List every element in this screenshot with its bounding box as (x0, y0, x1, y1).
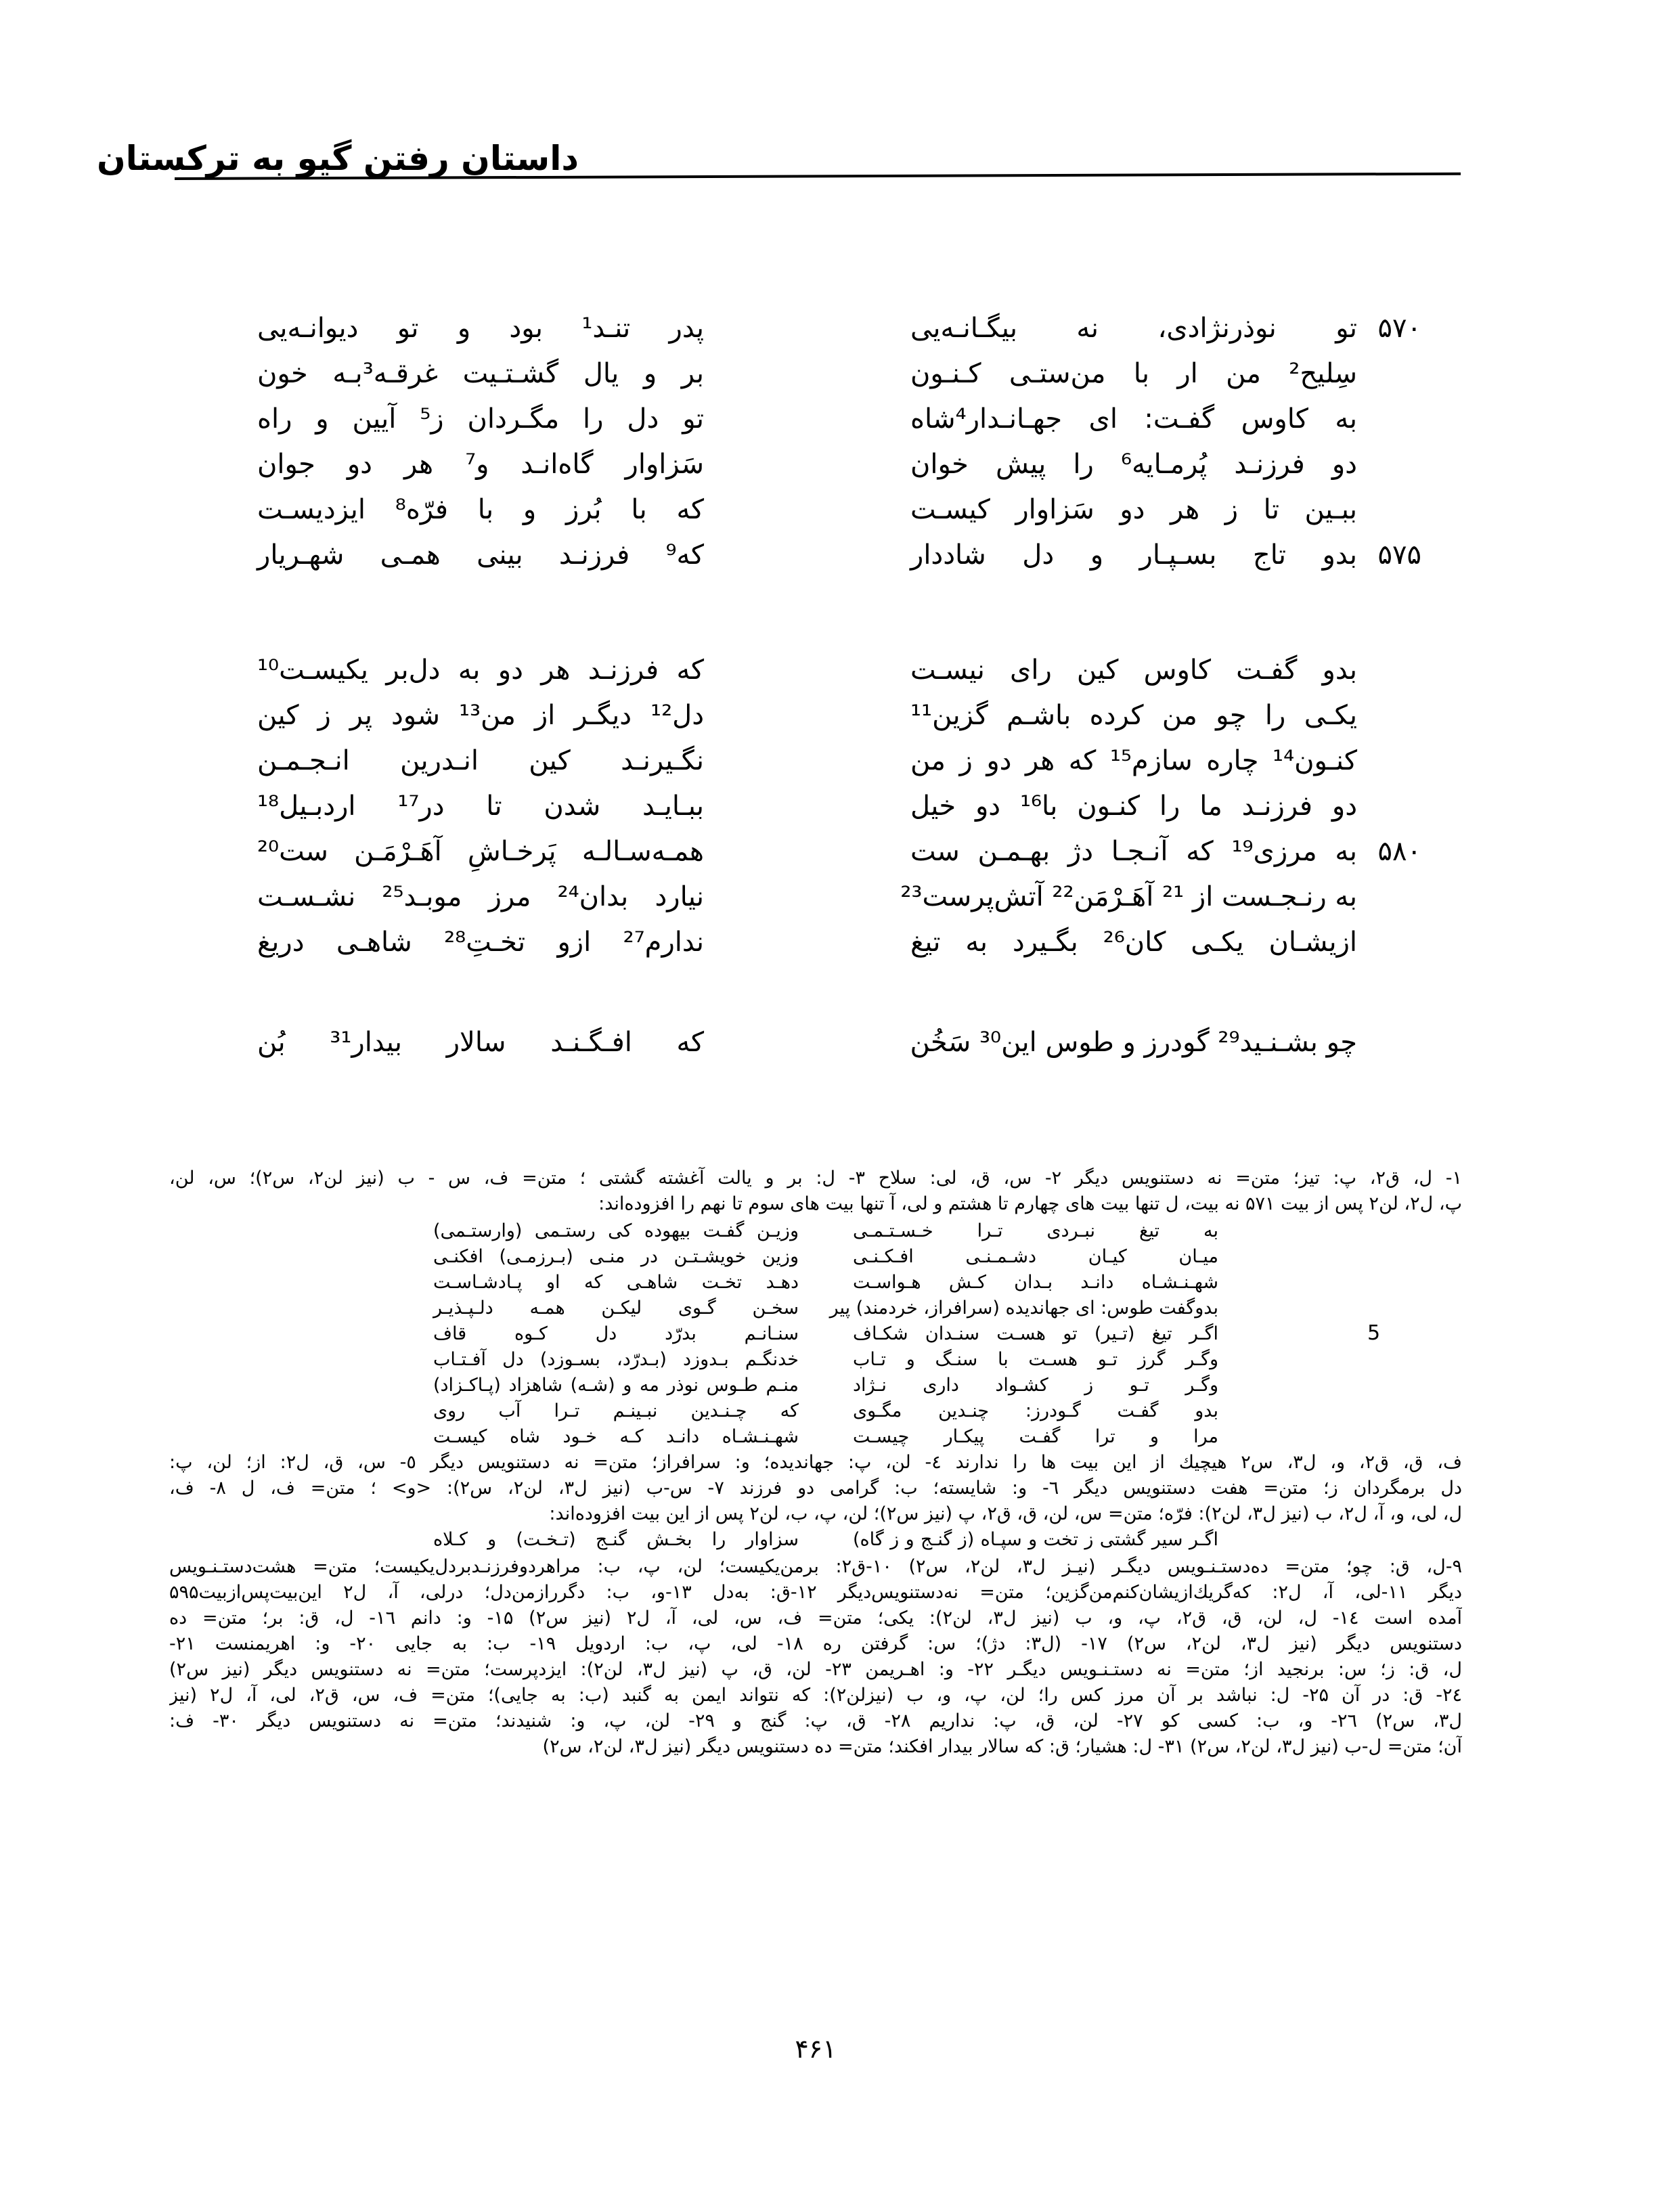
footnote-line: پ، ل٢، لن٢ پس از بیت ۵۷۱ نه بیت، ل تنها بیت های چهارم تا هشتم و لی، آ تنها بیت های سوم تا نهم را افزوده‌اند: (598, 1193, 1462, 1214)
verse-line (257, 695, 1421, 736)
first-hemistich: شهـنـشـاه دانـد بـدان کـش هـواسـت (853, 1272, 1218, 1293)
second-hemistich: که افـگـنـد سالار بیدار³¹ بُن (257, 1027, 705, 1058)
footnote-verse (433, 1244, 1354, 1269)
first-hemistich: به کاوس گفـت: ای جهـانـدار⁴شاه (910, 403, 1357, 435)
second-hemistich: خدنگـم بـدوزد (بـدرّد، بسـوزد) دل آفـتـاب (433, 1349, 799, 1370)
verse-number: ۵۷۵ (1377, 539, 1421, 571)
verse-line (257, 399, 1421, 439)
second-hemistich: نیارد بدان²⁴ مرز موبـد²⁵ نشـسـت (257, 881, 704, 912)
first-hemistich: میـان کیـان دشـمـنـی افـکـنـی (853, 1246, 1218, 1267)
first-hemistich: سِلیح² من ار با من‌ستـی کـنـون (910, 358, 1357, 389)
verse-line (257, 308, 1421, 349)
footnote-verse (433, 1527, 1354, 1552)
first-hemistich: یکـی را چو من کرده باشـم گزین¹¹ (910, 700, 1357, 731)
first-hemistich: بدو گفـت گـودرز: چنـدین مگـوی (853, 1400, 1218, 1421)
second-hemistich: که فرزنـد هر دو به دل‌بر یکیسـت¹⁰ (257, 655, 704, 686)
first-hemistich: به مرزی¹⁹ که آنـجـا دژ بهـمـن ست (910, 836, 1357, 867)
first-hemistich: بدوگفت طوس: ای جهاندیده (سرافراز، خردمند) پیر (829, 1298, 1218, 1319)
second-hemistich: بر و یال گشـتـیت غرقـه³بـه خون (257, 358, 704, 389)
first-hemistich: چو بشـنـید²⁹ گودرز و طوس این³⁰ سَخُن (910, 1027, 1357, 1058)
second-hemistich: وزیـن گفـت بیهوده کی رستـمی (وارستـمی) (433, 1220, 799, 1241)
footnote-verse (433, 1218, 1354, 1243)
footnote-verse (433, 1424, 1354, 1449)
first-hemistich: به رنـجـست از ²¹ آهَـرْمَن²² آتش‌پرست²³ (900, 881, 1357, 912)
verse-line (257, 922, 1421, 963)
footnote-line: ۹-ل، ق: چو؛ متن= ده‌دستـنـویس دیگـر (نیـز ل٣، لن٢، س٢) ۱۰-ق٢: برمن‌یکیست؛ لن، پ، ب: مراهردوفرزنـدبردل‌یکیست؛ متن= هشت‌دستـنـویس (169, 1556, 1462, 1577)
first-hemistich: وگـر گرز تـو هسـت با سنـگ و تـاب (853, 1349, 1218, 1370)
footnote-line: آمده است ۱٤- ل، لن، ق، ق٢، پ، و، ب (نیز ل٣، لن٢): یکی؛ متن= ف، س، لی، آ، ل٢ (نیز س٢) ۱۵- و: دانم ۱٦- ل، ق: بر؛ متن= ده (169, 1608, 1462, 1629)
first-hemistich: وگـر تـو ز کشـواد داری نـژاد (853, 1375, 1218, 1396)
footnote-line: دل برمگردان ز؛ متن= هفت دستنویس دیگر ٦- و: شایسته؛ ب: گرامی دو فرزند ٧- س-ب (نیز ل٣، لن٢، س٢): <و> ؛ متن= ف، ل ٨- ف، (169, 1478, 1462, 1499)
running-head-title: داستان رفتن گیو به ترکستان (96, 139, 579, 178)
footnote-verse (433, 1270, 1354, 1295)
verse-line (257, 831, 1421, 872)
first-hemistich: اگـر تیغ (تـیر) تو هسـت سنـدان شکـاف (853, 1323, 1218, 1344)
footnote-line: ل، لی، و، آ، ل٢، ب (نیز ل٣، لن٢): فرّه؛ متن= س، لن، ق، ق٢، پ (نیز س٢)؛ لن، پ، ب، لن٢ پس از این بیت افزوده‌اند: (549, 1503, 1462, 1524)
footnote-line: آن؛ متن= ل-ب (نیز ل٣، لن٢، س٢) ۳۱- ل: هشیار؛ ق: که سالار بیدار افکند؛ متن= ده دستنویس دیگر (نیز ل٣، لن٢، س٢) (542, 1736, 1462, 1757)
footnote-verse (433, 1321, 1354, 1346)
verse-line (257, 877, 1421, 917)
second-hemistich: که با بُرز و با فرّه⁸ ایزدیسـت (257, 494, 705, 525)
footnote-verse (433, 1347, 1354, 1372)
second-hemistich: سزاوار را بخـش گنـج (تـخـت) و کـلاه (433, 1529, 799, 1550)
first-hemistich: ازیشـان یکـی کان²⁶ بگـیرد به تیغ (910, 927, 1358, 958)
verse-line (257, 444, 1421, 485)
second-hemistich: ببـایـد شدن تا در¹⁷ اردبـیل¹⁸ (257, 791, 705, 822)
first-hemistich: تو نوذرنژادی، نه بیگـانـه‌یی (910, 313, 1357, 344)
footnote-line: ل، ق: ز؛ س: برنجید از؛ متن= نه دستـنـویس دیگـر ۲۲- و: اهـریمن ۲۳- لن، ق، پ (نیز ل٣، لن٢): ایزدپرست؛ متن= نه دستنویس دیگر (نیز س٢) (169, 1659, 1462, 1680)
second-hemistich: سَزاوار گاه‌انـد و⁷ هر دو جوان (257, 449, 704, 480)
second-hemistich: که⁹ فرزنـد بینی همـی شهـریار (257, 539, 704, 571)
first-hemistich: بدو تاج بسـپـار و دل شاددار (910, 539, 1357, 571)
footnote-line: دستنویس دیگر (نیز ل٣، لن٢، س٢) ۱۷- (ل٣: دژ)؛ س: گرفتن ره ۱۸- لی، پ، ب: اردویل ۱۹- ب: به جایی ۲۰- و: اهریمنست ۲۱- (169, 1633, 1462, 1654)
verse-line (257, 740, 1421, 781)
footnote-verse-number: 5 (1367, 1321, 1381, 1345)
footnote-verse (433, 1373, 1354, 1398)
first-hemistich: به تیغ نبـردی تـرا خـسـتـمـی (853, 1220, 1218, 1241)
second-hemistich: دل¹² دیگـر از من¹³ شود پر ز کین (257, 700, 704, 731)
first-hemistich: ببـین تا ز هر دو سَزاوار کیسـت (910, 494, 1357, 525)
page-number: ۴۶۱ (795, 2034, 837, 2064)
second-hemistich: منـم طـوس نوذر مه و (شـه) شاهزاد (پـاکـزاد) (433, 1375, 799, 1396)
footnote-line: ۲٤- ق: در آن ۲۵- ل: نباشد بر آن مرز کس را؛ لن، پ، و، ب (نیزلن٢): که نتواند ایمن به گنبد (ب: به جایی)؛ متن= ف، س، ق٢، لی، آ، ل٢ (نیز (169, 1685, 1462, 1706)
footnote-line: دیگر ۱۱-لی، آ، ل٢: که‌گریك‌ازیشان‌کنم‌من‌گزین؛ متن= نه‌دستنویس‌دیگر ۱۲-ق: به‌دل ۱۳-و، ب: دگرراز‌من‌دل؛ درلی، آ، ل٢ این‌بیت‌پس‌ازبیت۵۹۵ (169, 1582, 1462, 1603)
verse-number: ۵۷۰ (1377, 313, 1421, 344)
second-hemistich: همـه‌سـالـه پَرخـاشِ آهَـرْمَـن ست²⁰ (257, 836, 704, 867)
first-hemistich: اگـر سیر گشتی ز تخت و سپـاه (ز گنـج و ز گاه) (853, 1529, 1218, 1550)
footnote-line: ۱- ل، ق٢، پ: تیز؛ متن= نه دستنویس دیگر ۲- س، ق، لی: سلاح ۳- ل: بر و یالت آغشته گشتی ؛ متن= ف، س - ب (نیز لن٢، س٢)؛ س، لن، (169, 1168, 1462, 1189)
first-hemistich: مرا و ترا گفـت پیکـار چیسـت (853, 1426, 1218, 1447)
verse-line (257, 489, 1421, 530)
second-hemistich: وزین خویشـتـن در منـی (بـرزمـی) افکنـی (433, 1246, 799, 1267)
second-hemistich: پدر تنـد¹ بود و تو دیوانـه‌یی (257, 313, 704, 344)
verse-line (257, 1022, 1421, 1063)
second-hemistich: شهـنـشـاه دانـد کـه خـود شاه کیسـت (433, 1426, 799, 1447)
second-hemistich: سنـانـم بدرّد دل کـوه قاف (433, 1323, 799, 1344)
second-hemistich: تو دل را مگـردان ز⁵ آیین و راه (257, 403, 704, 435)
second-hemistich: که چـنـدین نبـینـم تـرا آب روی (433, 1400, 799, 1421)
second-hemistich: نگـیرنـد کین انـدرین انـجـمـن (257, 745, 704, 776)
second-hemistich: ندارم²⁷ ازو تخـتِ²⁸ شاهـی دریغ (257, 927, 704, 958)
footnote-line: ف، ق، ق٢، و، ل٣، س٢ هیچیك از این بیت ها را ندارند ٤- لن، پ: جهاندیده؛ و: سرافراز؛ متن= نه دستنویس دیگر ٥- س، ق، ل٢: از؛ لن، پ: (169, 1452, 1462, 1473)
first-hemistich: دو فرزنـد ما را کنـون با¹⁶ دو خیل (910, 791, 1358, 822)
verse-line (257, 353, 1421, 394)
footnote-verse (433, 1296, 1354, 1321)
first-hemistich: بدو گفـت کاوس کین رای نیسـت (910, 655, 1357, 686)
footnote-verse (433, 1398, 1354, 1423)
verse-line (257, 535, 1421, 575)
first-hemistich: کنـون¹⁴ چاره سازم¹⁵ که هر دو ز من (910, 745, 1357, 776)
verse-line (257, 650, 1421, 690)
second-hemistich: سخـن گـوی لیکـن همـه دلـپـذیـر (433, 1298, 799, 1319)
first-hemistich: دو فرزنـد پُرمـایه⁶ را پیش خوان (910, 449, 1357, 480)
verse-number: ۵۸۰ (1377, 836, 1421, 867)
footnote-line: ل٣، س٢) ۲٦- و، ب: کسی کو ۲۷- لن، ق، پ: نداریم ۲۸- ق، پ: گنج و ۲۹- لن، پ، و: شنیدند؛ متن= نه دستنویس دیگر ۳۰- ف: (169, 1710, 1462, 1731)
verse-line (257, 786, 1421, 826)
second-hemistich: دهـد تخـت شاهـی که او پـادشـاسـت (433, 1272, 799, 1293)
